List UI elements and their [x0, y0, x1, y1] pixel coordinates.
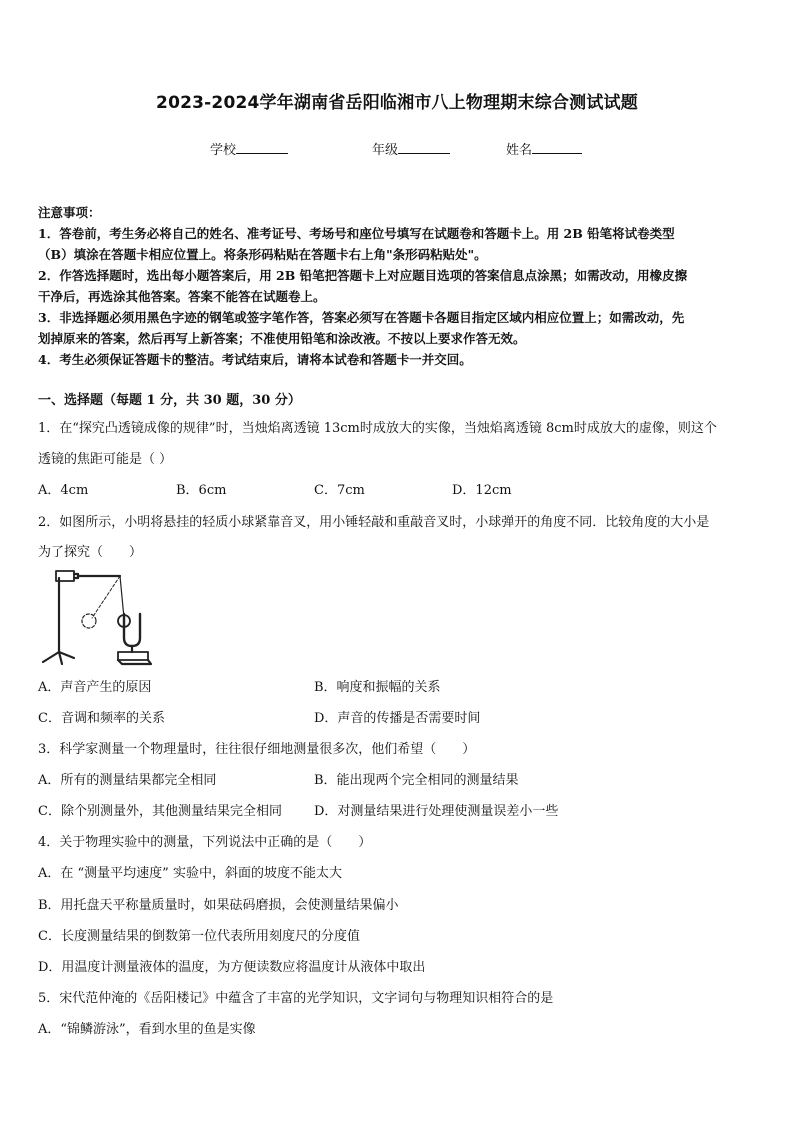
notes-line: （B）填涂在答题卡相应位置上。将条形码粘贴在答题卡右上角"条形码粘贴处"。	[38, 247, 487, 262]
q1-stem: 透镜的焦距可能是（ ）	[38, 452, 173, 467]
q1-option-a[interactable]: A．4cm	[38, 483, 89, 498]
name-blank[interactable]	[532, 141, 582, 154]
q2-option-a[interactable]: A．声音产生的原因	[38, 680, 152, 695]
q4-option-c[interactable]: C．长度测量结果的倒数第一位代表所用刻度尺的分度值	[38, 929, 360, 944]
q3-option-c[interactable]: C．除个别测量外，其他测量结果完全相同	[38, 804, 282, 819]
school-field	[210, 139, 288, 158]
q2-stem: 2．如图所示，小明将悬挂的轻质小球紧靠音叉，用小锤轻敲和重敲音叉时，小球弹开的角度不同．比较角度的大小是	[38, 515, 710, 530]
q1-stem: 1．在“探究凸透镜成像的规律”时，当烛焰离透镜 13cm时成放大的实像，当烛焰离透镜 8cm时成放大的虚像，则这个	[38, 421, 717, 436]
notes-line: 划掉原来的答案，然后再写上新答案；不准使用铅笔和涂改液。不按以上要求作答无效。	[38, 331, 526, 346]
q1-option-d[interactable]: D．12cm	[452, 483, 512, 498]
notes-line: 1．答卷前，考生务必将自己的姓名、准考证号、考场号和座位号填写在试题卷和答题卡上。用 2B 铅笔将试卷类型	[38, 226, 675, 241]
q4-option-d[interactable]: D．用温度计测量液体的温度，为方便读数应将温度计从液体中取出	[38, 960, 426, 975]
notes-line: 2．作答选择题时，选出每小题答案后，用 2B 铅笔把答题卡上对应题目选项的答案信息点涂黑；如需改动，用橡皮擦	[38, 268, 688, 283]
school-label: 学校	[210, 143, 237, 158]
q2-option-d[interactable]: D．声音的传播是否需要时间	[314, 711, 481, 726]
page-title: 2023-2024学年湖南省岳阳临湘市八上物理期末综合测试试题	[156, 93, 638, 113]
notes-line: 3．非选择题必须用黑色字迹的钢笔或签字笔作答，答案必须写在答题卡各题目指定区域内相应位置上；如需改动，先	[38, 310, 685, 325]
notes-line: 干净后，再选涂其他答案。答案不能答在试题卷上。	[38, 289, 326, 304]
name-label: 姓名	[506, 143, 533, 158]
q2-option-b[interactable]: B．响度和振幅的关系	[314, 680, 441, 695]
q4-stem: 4．关于物理实验中的测量，下列说法中正确的是（ ）	[38, 835, 372, 850]
school-blank[interactable]	[236, 141, 288, 154]
q3-option-d[interactable]: D．对测量结果进行处理使测量误差小一些	[314, 804, 559, 819]
grade-label: 年级	[372, 143, 399, 158]
tuning-fork-figure	[38, 566, 158, 670]
q3-option-b[interactable]: B．能出现两个完全相同的测量结果	[314, 773, 519, 788]
q5-option-a[interactable]: A．“锦鳞游泳”，看到水里的鱼是实像	[38, 1022, 256, 1037]
q4-option-a[interactable]: A．在 “测量平均速度” 实验中，斜面的坡度不能太大	[38, 866, 342, 881]
q1-option-b[interactable]: B．6cm	[176, 483, 227, 498]
name-field	[506, 139, 582, 158]
notes-heading: 注意事项：	[38, 205, 101, 220]
grade-blank[interactable]	[398, 141, 450, 154]
q3-option-a[interactable]: A．所有的测量结果都完全相同	[38, 773, 217, 788]
q2-stem: 为了探究（ ）	[38, 545, 143, 560]
grade-field	[372, 139, 450, 158]
q4-option-b[interactable]: B．用托盘天平称量质量时，如果砝码磨损，会使测量结果偏小	[38, 898, 399, 913]
q2-option-c[interactable]: C．音调和频率的关系	[38, 711, 165, 726]
q5-stem: 5．宋代范仲淹的《岳阳楼记》中蕴含了丰富的光学知识，文字词句与物理知识相符合的是	[38, 991, 554, 1006]
q1-option-c[interactable]: C．7cm	[314, 483, 365, 498]
section-heading: 一、选择题（每题 1 分，共 30 题，30 分）	[38, 393, 301, 408]
q3-stem: 3．科学家测量一个物理量时，往往很仔细地测量很多次，他们希望（ ）	[38, 742, 476, 757]
notes-line: 4．考生必须保证答题卡的整洁。考试结束后，请将本试卷和答题卡一并交回。	[38, 352, 472, 367]
